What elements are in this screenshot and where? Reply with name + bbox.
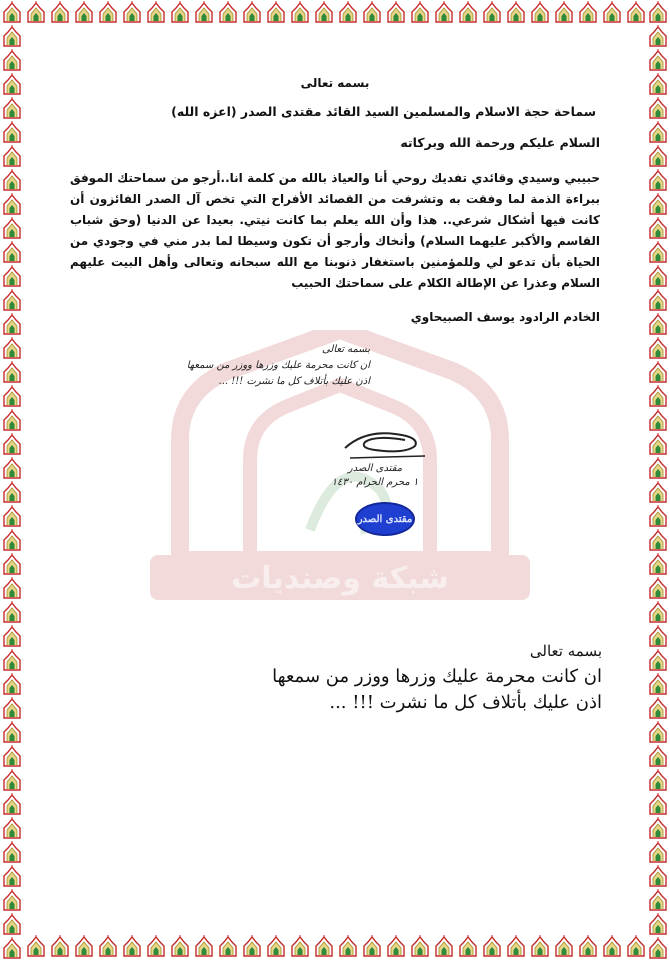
- seal-text: مقتدى الصدر: [357, 513, 413, 525]
- reply-date-line: مقتدى الصدر: [347, 463, 403, 474]
- decorative-border-right: [646, 0, 670, 960]
- signature-scribble-icon: [335, 420, 435, 465]
- decorative-border-bottom: [0, 934, 670, 960]
- typed-reply-line-1: ان كانت محرمة عليك وزرها ووزر من سمعها: [272, 666, 602, 687]
- letter-greeting: السلام عليكم ورحمة الله وبركاته: [400, 135, 600, 150]
- letter-basmala: بسمه تعالى: [300, 76, 370, 90]
- handwritten-line: ان كانت محرمة عليك وزرها ووزر من سمعها: [186, 360, 370, 371]
- typed-reply-title: بسمه تعالى: [529, 642, 602, 660]
- reply-date: [320, 462, 430, 490]
- typed-reply: [272, 642, 602, 716]
- letter-signature: الخادم الرادود يوسف الصبيحاوي: [410, 310, 600, 324]
- reply-date-line: ١ محرم الحرام ١٤٣٠: [331, 477, 419, 488]
- watermark-text: شبكة وصنديات: [231, 561, 449, 596]
- letter: [70, 70, 600, 324]
- letter-addressee: سماحة حجة الاسلام والمسلمين السيد القائد مقتدى الصدر (اعزه الله): [171, 104, 596, 119]
- typed-reply-line-2: اذن عليك بأتلاف كل ما نشرت !!! ...: [329, 692, 602, 713]
- decorative-border-left: [0, 0, 24, 960]
- handwritten-line: اذن عليك بأتلاف كل ما نشرت !!! ...: [218, 376, 370, 387]
- handwritten-reply: [150, 342, 370, 390]
- handwritten-line: بسمه تعالى: [321, 344, 370, 355]
- decorative-border-top: [0, 0, 670, 26]
- letter-body: حبيبي وسيدي وقائدي تفديك روحي أنا والعياذ بالله من كلمة انا..أرجو من سماحتك الموفق ببراءة الذمة لما وفقت به وتشرفت من القصائد الأفراح التي تخص آل الصدر الفائزون أن كانت فيها أشكال شرعي.. هذا وأن الله يعلم بما كانت نيتي. بعيدا عن الدنيا (وحق شباب القاسم والأكبر عليهما السلام) وأنخاك وأرجو أن تكون وسيطا لما بدر مني في وجودي من الحياة بأن تدعو لي وللمؤمنين باستغفار ذنوبنا مع الله سبحانه وتعالى وأهل البيت عليهم السلام وعذرا عن الإطالة الكلام على سماحتك الحبيب: [70, 171, 600, 290]
- office-seal: [355, 502, 415, 536]
